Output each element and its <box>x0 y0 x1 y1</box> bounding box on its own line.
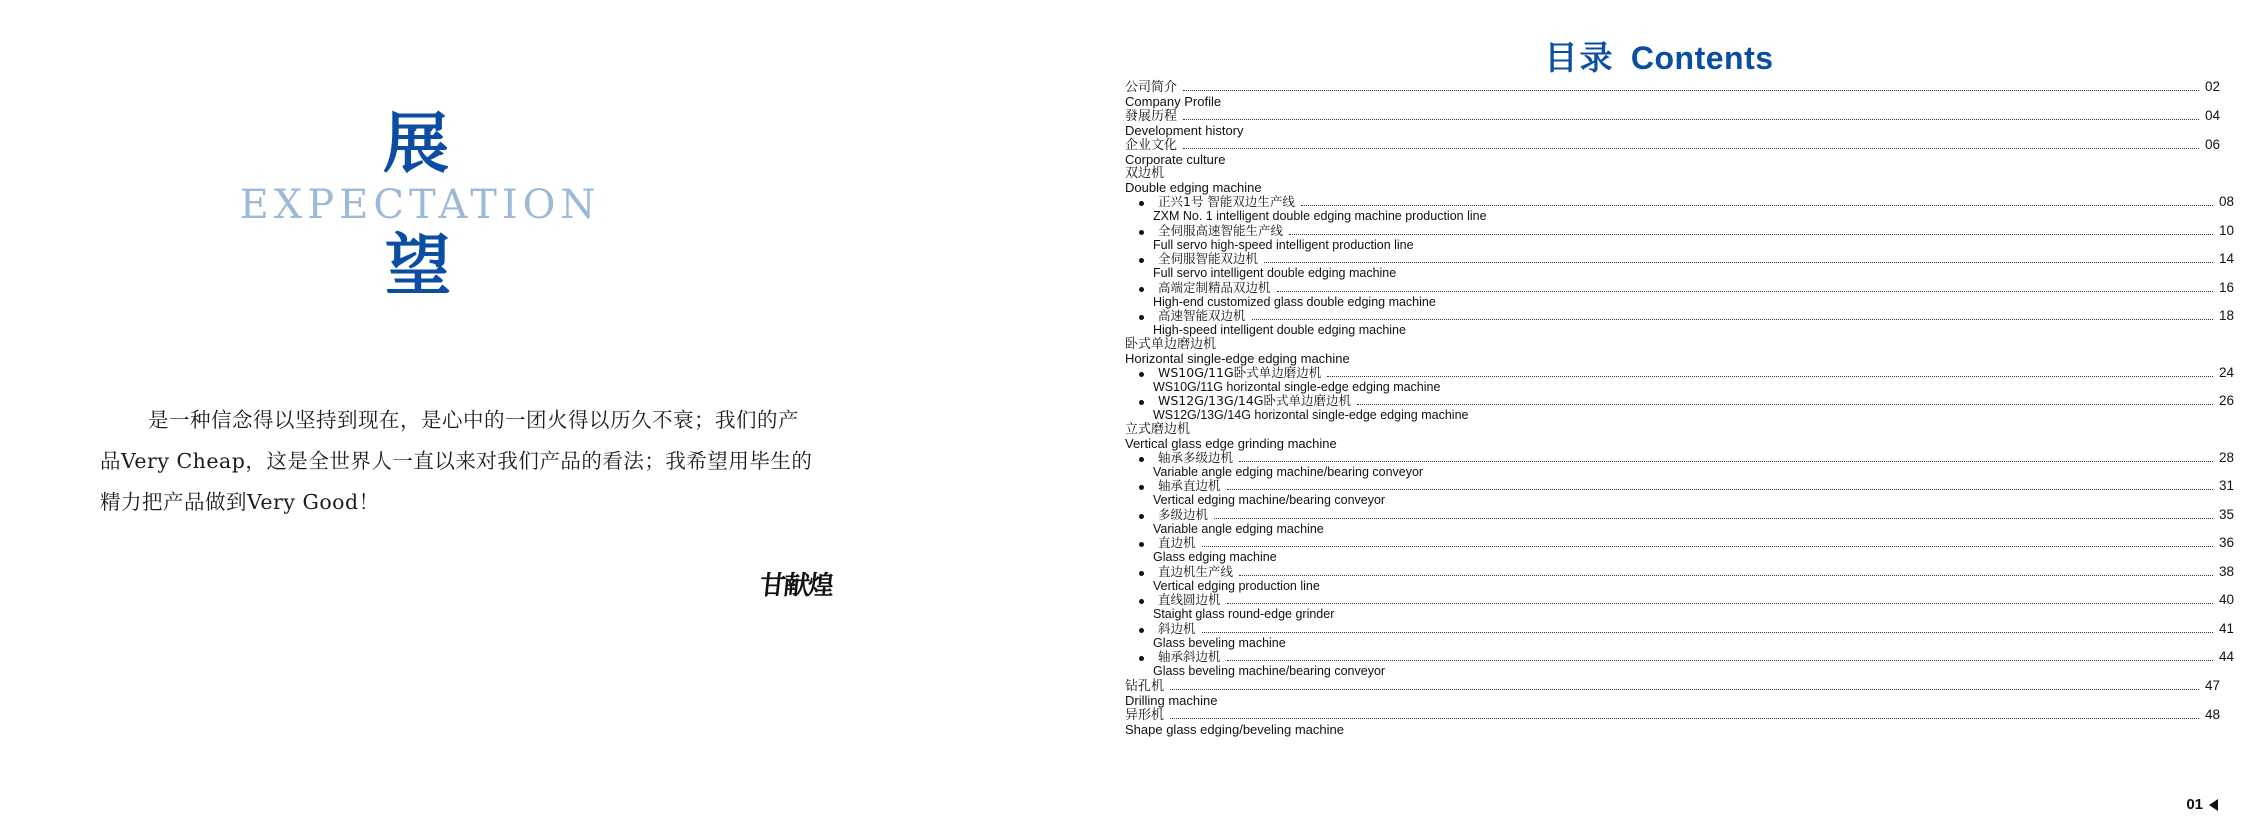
toc-entry-label: 异形机 <box>1125 707 1165 723</box>
toc-entry-label: Development history <box>1125 123 1244 139</box>
quote-paragraph <box>100 400 960 523</box>
toc-entry-page: 04 <box>2205 108 2221 124</box>
leader-dots <box>1357 403 2213 405</box>
toc-entry-page: 26 <box>2219 393 2235 409</box>
toc-entry[interactable] <box>1125 622 2244 637</box>
toc-entry-label: High-end customized glass double edging machine <box>1153 294 1436 309</box>
leader-space <box>1223 704 2199 705</box>
leader-space <box>1493 219 2199 220</box>
leader-space <box>1420 248 2199 249</box>
bullet-icon <box>1139 457 1144 462</box>
toc-entry <box>1125 324 2235 338</box>
leader-space <box>1402 276 2199 277</box>
triangle-left-icon <box>2209 799 2218 811</box>
toc-entry-label: 高端定制精品双边机 <box>1158 279 1271 295</box>
quote-line-3: 精力把产品做到Very Good！ <box>100 490 380 514</box>
leader-dots <box>1264 261 2213 263</box>
toc-entry <box>1125 153 2235 167</box>
bullet-icon <box>1139 372 1144 377</box>
leader-space <box>1446 390 2199 391</box>
leader-space <box>1412 333 2199 334</box>
leader-dots <box>1301 204 2213 206</box>
toc-entry-label: 全伺服智能双边机 <box>1158 251 1259 267</box>
toc-entry[interactable] <box>1125 508 2244 523</box>
toc-entry <box>1125 409 2235 423</box>
toc-entry <box>1125 665 2235 679</box>
toc-entry <box>1125 608 2235 622</box>
toc-entry-label: Variable angle edging machine <box>1153 521 1324 536</box>
bullet-icon <box>1139 287 1144 292</box>
leader-space <box>1326 589 2199 590</box>
toc-entry-page: 48 <box>2205 706 2221 722</box>
expectation-title-block <box>140 104 700 304</box>
toc-entry <box>1125 437 2235 451</box>
toc-entry[interactable] <box>1125 593 2244 608</box>
toc-entry[interactable] <box>1125 536 2244 551</box>
toc-entry-label: ZXM No. 1 intelligent double edging machine production line <box>1153 209 1487 224</box>
bullet-icon <box>1139 400 1144 405</box>
toc-entry <box>1125 352 2235 366</box>
toc-entry <box>1125 694 2235 708</box>
toc-entry-label: Full servo intelligent double edging machine <box>1153 266 1397 281</box>
toc-entry <box>1125 267 2235 281</box>
toc-entry-label: 卧式单边磨边机 <box>1125 336 1217 352</box>
leader-space <box>1170 176 2199 177</box>
toc-entry[interactable] <box>1125 281 2244 296</box>
bullet-icon <box>1139 571 1144 576</box>
expectation-title-cn-first: 展 <box>383 104 451 182</box>
leader-dots <box>1170 717 2199 719</box>
expectation-title-cn-second: 望 <box>385 226 453 304</box>
bullet-icon <box>1139 315 1144 320</box>
leader-dots <box>1252 318 2213 320</box>
bullet-icon <box>1139 656 1144 661</box>
toc-entry <box>1125 466 2235 480</box>
quote-line-1: 是一种信念得以坚持到现在，是心中的一团火得以历久不衰；我们的产 <box>148 408 799 432</box>
toc-entry[interactable] <box>1125 138 2235 153</box>
signature: 甘献煌 <box>758 571 834 601</box>
bullet-icon <box>1139 201 1144 206</box>
toc-entry-label: Corporate culture <box>1125 152 1226 168</box>
bullet-icon <box>1139 485 1144 490</box>
toc-entry-page: 31 <box>2219 478 2235 494</box>
toc-entry-label: Drilling machine <box>1125 692 1218 708</box>
toc-entry-label: 直线圆边机 <box>1158 592 1221 608</box>
quote-line-2: 品Very Cheap，这是全世界人一直以来对我们产品的看法；我希望用毕生的 <box>100 449 813 473</box>
toc-entry-page: 14 <box>2219 251 2235 267</box>
toc-entry-page: 44 <box>2219 649 2235 665</box>
toc-entry[interactable] <box>1125 366 2244 381</box>
toc-entry-page: 36 <box>2219 535 2235 551</box>
toc-entry <box>1125 381 2235 395</box>
toc-entry[interactable] <box>1125 565 2244 580</box>
leader-space <box>1196 432 2199 433</box>
bullet-icon <box>1139 514 1144 519</box>
toc-entry-label: 斜边机 <box>1158 620 1196 636</box>
leader-dots <box>1227 602 2213 604</box>
page-number: 01 <box>2186 796 2203 813</box>
leader-space <box>1283 560 2199 561</box>
toc-entry-label: Full servo high-speed intelligent production line <box>1153 237 1414 252</box>
toc-entry[interactable] <box>1125 224 2244 239</box>
toc-entry <box>1125 637 2235 651</box>
toc-entry <box>1125 338 2235 352</box>
leader-dots <box>1327 375 2213 377</box>
toc-entry <box>1125 423 2235 437</box>
toc-entry-label: 多级边机 <box>1158 506 1209 522</box>
bullet-icon <box>1139 599 1144 604</box>
toc-entry-label: 發展历程 <box>1125 109 1178 125</box>
toc-entry-label: 立式磨边机 <box>1125 421 1191 437</box>
toc-entry-page: 18 <box>2219 308 2235 324</box>
toc-entry-label: WS12G/13G/14G卧式单边磨边机 <box>1158 393 1351 409</box>
leader-space <box>1222 347 2199 348</box>
toc-entry[interactable] <box>1125 650 2244 665</box>
leader-space <box>1356 362 2199 363</box>
leader-dots <box>1202 631 2213 633</box>
leader-space <box>1330 532 2199 533</box>
toc-entry-label: Vertical edging production line <box>1153 578 1320 593</box>
toc-entry[interactable] <box>1125 309 2244 324</box>
toc-entry-label: 钻孔机 <box>1125 678 1165 694</box>
leader-dots <box>1227 488 2213 490</box>
leader-space <box>1340 617 2199 618</box>
toc-entry-label: Staight glass round-edge grinder <box>1153 607 1335 622</box>
toc-entry-page: 47 <box>2205 677 2221 693</box>
leader-space <box>1429 475 2199 476</box>
toc-entry[interactable] <box>1125 679 2235 694</box>
toc-entry-label: 直边机生产线 <box>1158 563 1234 579</box>
toc-entry-label: High-speed intelligent double edging machine <box>1153 323 1406 338</box>
toc-entry-page: 02 <box>2205 79 2221 94</box>
toc-entry[interactable] <box>1125 80 2235 95</box>
leader-space <box>1350 733 2199 734</box>
toc-entry[interactable] <box>1125 708 2235 723</box>
leader-space <box>1474 418 2199 419</box>
leader-space <box>1268 191 2199 192</box>
toc-entry-label: Glass beveling machine/bearing conveyor <box>1153 664 1386 679</box>
toc-entry <box>1125 296 2235 310</box>
toc-entry <box>1125 167 2235 181</box>
toc-entry <box>1125 723 2235 737</box>
leader-dots <box>1183 89 2199 91</box>
page-number-block <box>2186 796 2218 813</box>
bullet-icon <box>1139 230 1144 235</box>
leader-space <box>1391 503 2199 504</box>
toc-entry-label: Vertical glass edge grinding machine <box>1125 435 1337 451</box>
toc-entry-label: 高速智能双边机 <box>1158 308 1246 324</box>
toc-entry-label: 轴承多级边机 <box>1158 449 1234 465</box>
toc-entry-page: 06 <box>2205 137 2221 153</box>
leader-space <box>1227 105 2199 106</box>
toc-entry <box>1125 124 2235 138</box>
contents-heading-en: Contents <box>1630 40 1774 76</box>
leader-space <box>1231 163 2199 164</box>
toc-entry-label: WS10G/11G horizontal single-edge edging machine <box>1153 379 1441 394</box>
leader-dots <box>1170 688 2199 690</box>
toc-entry-label: WS10G/11G卧式单边磨边机 <box>1158 364 1322 380</box>
toc-entry-label: Variable angle edging machine/bearing conveyor <box>1153 464 1424 479</box>
toc-entry-label: WS12G/13G/14G horizontal single-edge edging machine <box>1153 408 1469 423</box>
leader-space <box>1250 134 2200 135</box>
toc-entry-label: 公司简介 <box>1125 80 1178 95</box>
toc-entry-label: 正兴1号 智能双边生产线 <box>1158 194 1295 210</box>
leader-dots <box>1239 460 2213 462</box>
expectation-title-en: EXPECTATION <box>239 182 601 228</box>
toc-entry-page: 10 <box>2219 222 2235 238</box>
toc-entry <box>1125 181 2235 195</box>
bullet-icon <box>1139 628 1144 633</box>
toc-entry[interactable] <box>1125 109 2235 124</box>
toc-entry <box>1125 239 2235 253</box>
toc-entry-label: Double edging machine <box>1125 180 1262 196</box>
toc-entry <box>1125 95 2235 109</box>
toc-entry[interactable] <box>1125 394 2244 409</box>
leader-space <box>1391 674 2199 675</box>
leader-dots <box>1289 233 2213 235</box>
toc-entry[interactable] <box>1125 252 2244 267</box>
leader-dots <box>1183 118 2199 120</box>
toc-entry-page: 35 <box>2219 506 2235 522</box>
toc-entry <box>1125 580 2235 594</box>
toc-entry-label: 轴承直边机 <box>1158 478 1221 494</box>
toc-entry <box>1125 551 2235 565</box>
toc-entry-page: 08 <box>2219 194 2235 210</box>
toc-entry <box>1125 523 2235 537</box>
toc-entry-label: 轴承斜边机 <box>1158 649 1221 665</box>
toc-entry-label: Glass beveling machine <box>1153 635 1286 650</box>
right-page <box>1122 0 2244 827</box>
toc-entry-page: 40 <box>2219 592 2235 608</box>
bullet-icon <box>1139 258 1144 263</box>
toc-entry-label: 双边机 <box>1125 166 1165 182</box>
toc-entry-label: 直边机 <box>1158 535 1196 551</box>
toc-entry[interactable] <box>1125 195 2244 210</box>
toc-entry-label: Company Profile <box>1125 94 1222 110</box>
leader-dots <box>1227 659 2213 661</box>
table-of-contents <box>1125 80 2235 737</box>
toc-entry-page: 24 <box>2219 364 2235 380</box>
toc-entry-label: Vertical edging machine/bearing conveyor <box>1153 493 1386 508</box>
toc-entry-page: 28 <box>2219 449 2235 465</box>
toc-entry-label: Shape glass edging/beveling machine <box>1125 721 1344 737</box>
toc-entry-label: 全伺服高速智能生产线 <box>1158 222 1284 238</box>
leader-space <box>1442 305 2199 306</box>
toc-entry-label: Horizontal single-edge edging machine <box>1125 350 1350 366</box>
leader-dots <box>1239 574 2213 576</box>
leader-dots <box>1214 517 2213 519</box>
toc-entry[interactable] <box>1125 479 2244 494</box>
contents-heading-cn: 目录 <box>1544 38 1615 77</box>
leader-dots <box>1277 290 2213 292</box>
toc-entry-page: 38 <box>2219 563 2235 579</box>
contents-heading <box>1122 32 2244 79</box>
toc-entry-label: Glass edging machine <box>1153 550 1277 565</box>
leader-space <box>1343 447 2199 448</box>
leader-dots <box>1202 545 2213 547</box>
leader-space <box>1292 646 2199 647</box>
leader-dots <box>1183 147 2199 149</box>
toc-entry-label: 企业文化 <box>1125 138 1178 154</box>
toc-entry-page: 41 <box>2219 620 2235 636</box>
toc-entry-page: 16 <box>2219 279 2235 295</box>
toc-entry <box>1125 210 2235 224</box>
toc-entry <box>1125 494 2235 508</box>
toc-entry[interactable] <box>1125 451 2244 466</box>
bullet-icon <box>1139 542 1144 547</box>
